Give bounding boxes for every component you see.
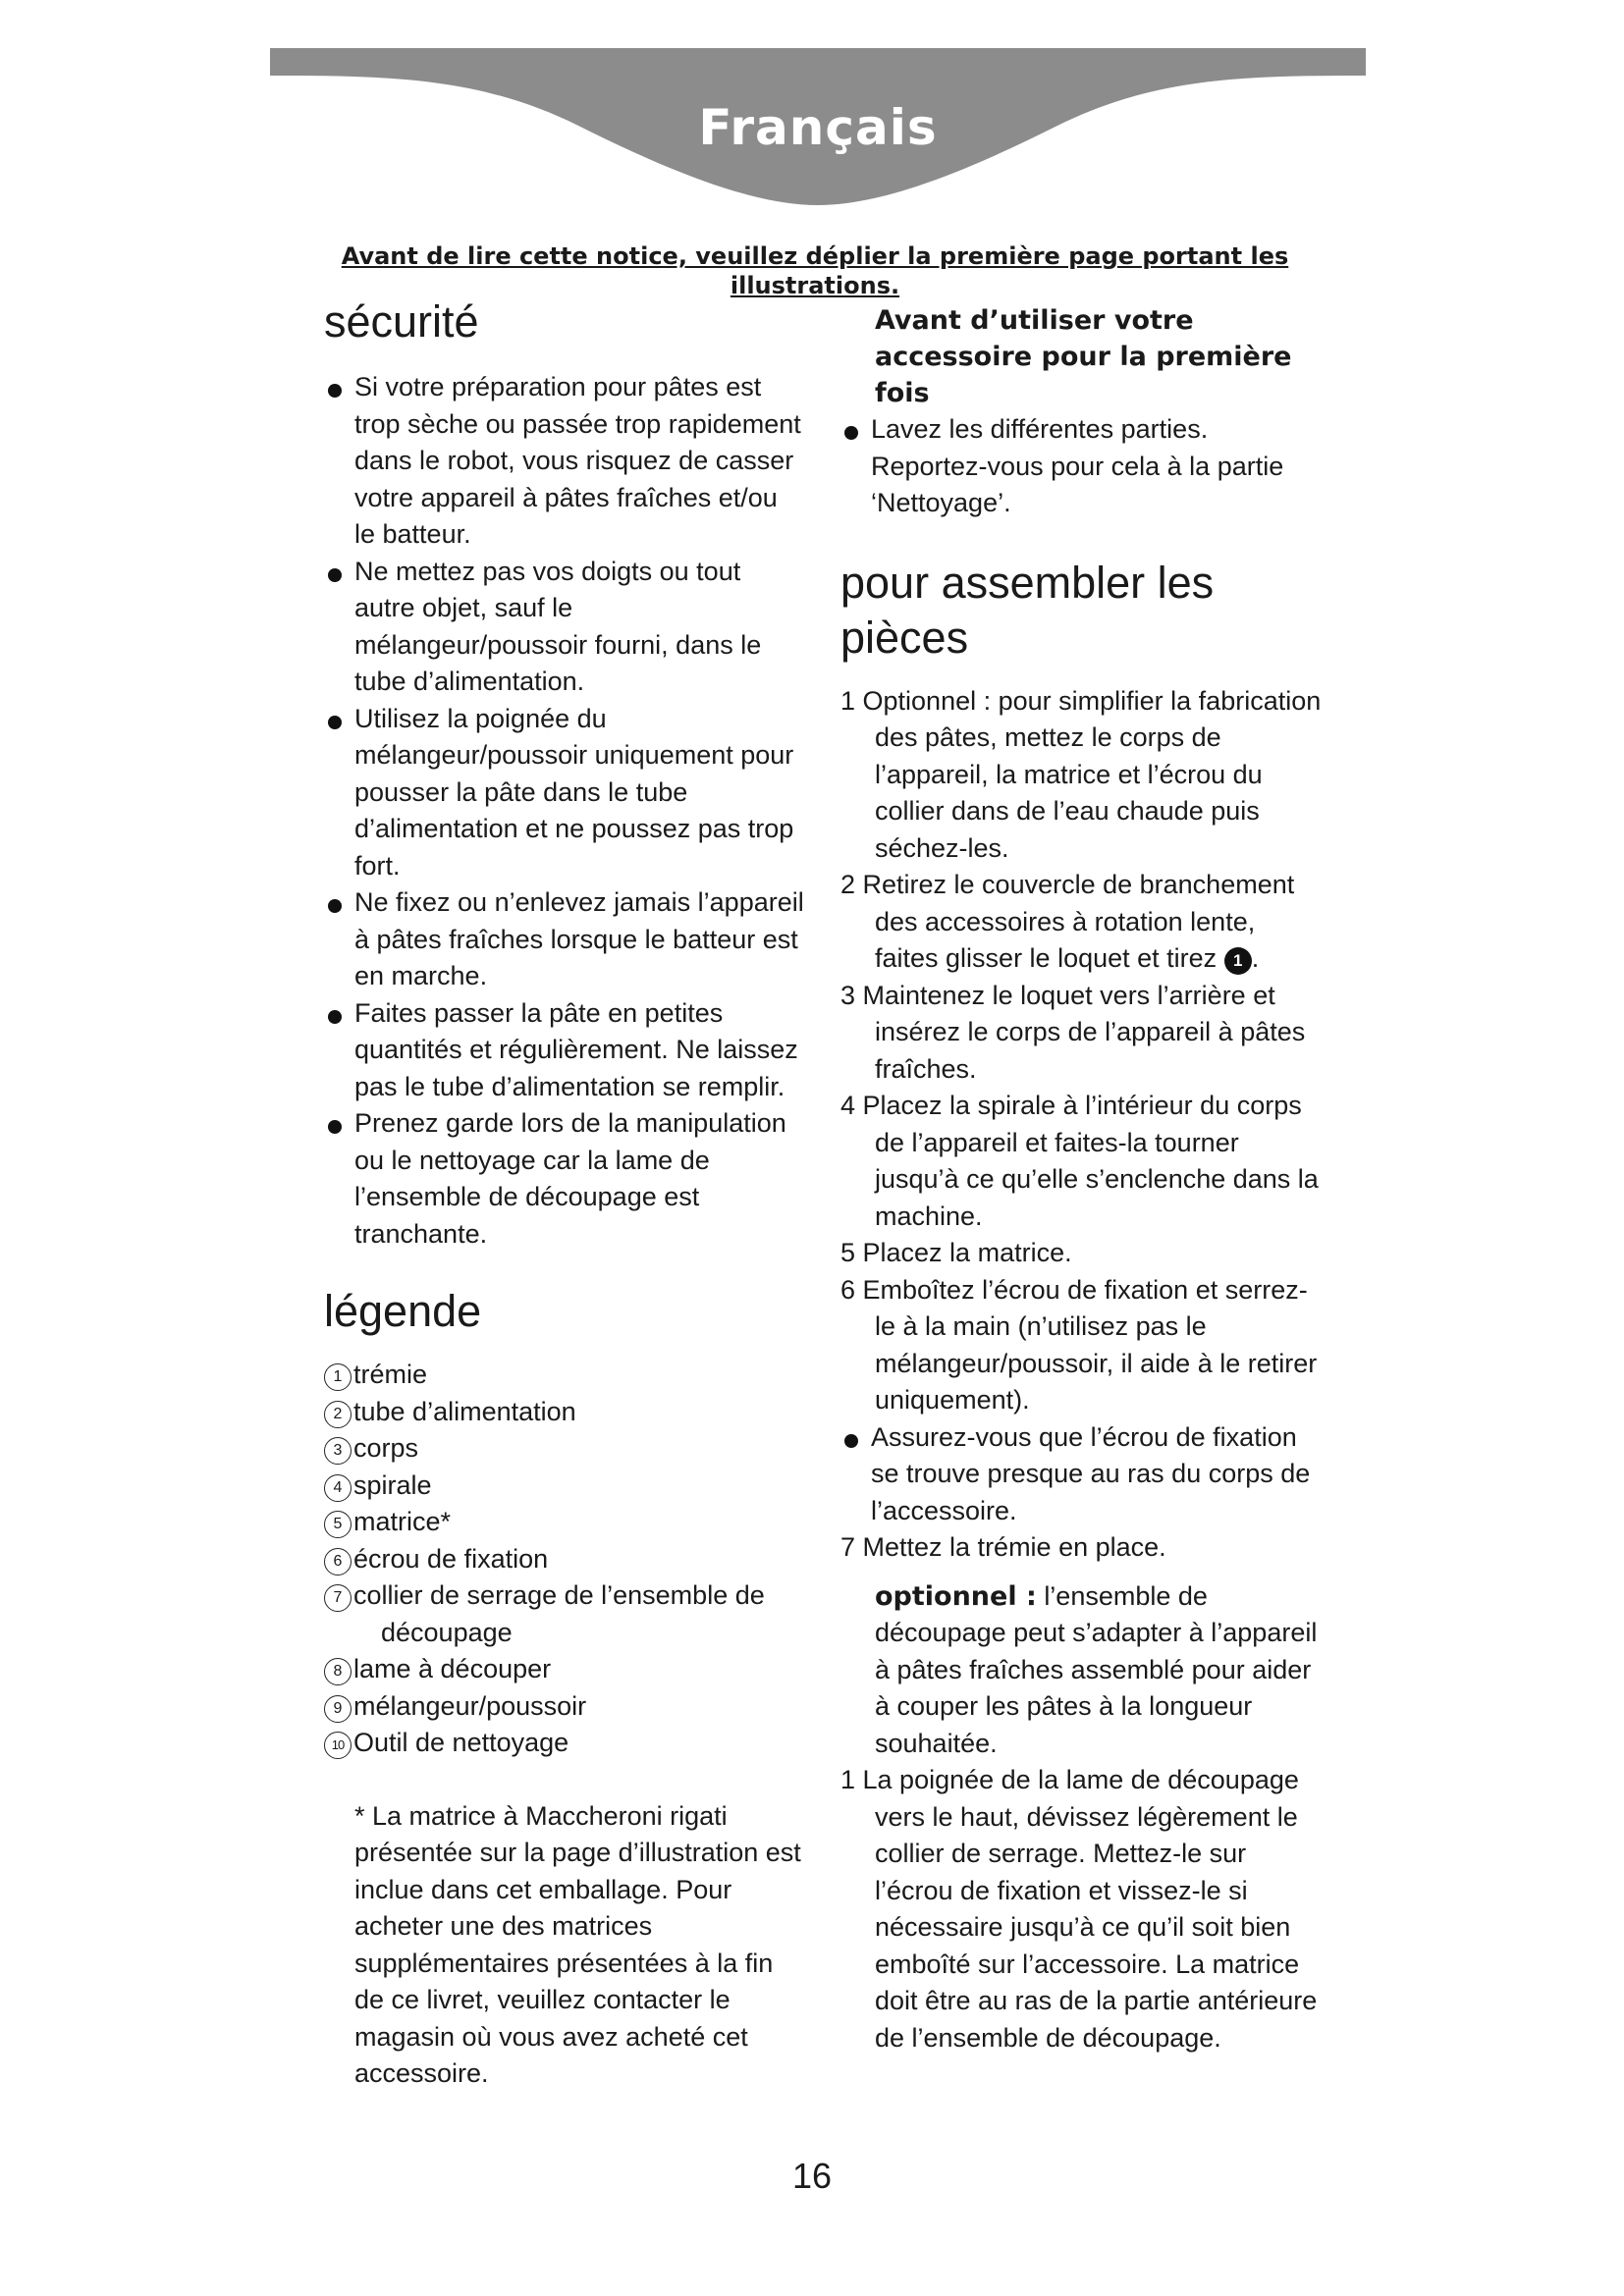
- first-use-title: Avant d’utiliser votre accessoire pour la première fois: [875, 305, 1292, 408]
- number-2-icon: 2: [324, 1401, 352, 1428]
- assembly-step: 5 Placez la matrice.: [840, 1238, 1072, 1267]
- legend-item: 4 spirale: [324, 1468, 805, 1505]
- optional-step: 1 La poignée de la lame de découpage vers le haut, dévissez légèrement le collier de serrage. Mettez-le sur l’écrou de fixation et vissez-le si nécessaire jusqu’à ce qu’il soit bien emboîté sur l’accessoire. La matrice doit être au ras de la partie antérieure de l’ensemble de découpage.: [840, 1765, 1318, 2053]
- assembly-step: 7 Mettez la trémie en place.: [840, 1532, 1166, 1562]
- legend-list: [324, 1357, 805, 1762]
- legend-item: 1 trémie: [324, 1357, 805, 1394]
- legend-item: 3 corps: [324, 1430, 805, 1468]
- header-banner: [270, 48, 1366, 231]
- safety-item: Prenez garde lors de la manipulation ou le nettoyage car la lame de l’ensemble de découpage est tranchante.: [324, 1105, 805, 1253]
- bullet-icon: [328, 899, 342, 913]
- safety-item: Faites passer la pâte en petites quantités et régulièrement. Ne laissez pas le tube d’alimentation se remplir.: [324, 995, 805, 1106]
- bullet-icon: [328, 716, 342, 729]
- assembly-bullet: Assurez-vous que l’écrou de fixation se trouve presque au ras du corps de l’accessoire.: [840, 1419, 1322, 1530]
- safety-item: Utilisez la poignée du mélangeur/poussoir uniquement pour pousser la pâte dans le tube d’alimentation et ne poussez pas trop fort.: [324, 701, 805, 885]
- number-3-icon: 3: [324, 1437, 352, 1465]
- number-8-icon: 8: [324, 1658, 352, 1685]
- first-use-list: [840, 411, 1322, 522]
- optional-steps: [840, 1762, 1322, 2056]
- legend-item: 6 écrou de fixation: [324, 1541, 805, 1578]
- number-9-icon: 9: [324, 1695, 352, 1723]
- number-5-icon: 5: [324, 1511, 352, 1538]
- language-title: Français: [698, 99, 938, 156]
- fold-out-notice: Avant de lire cette notice, veuillez déplier la première page portant les illustrations.: [341, 242, 1289, 299]
- legend-item: 7 collier de serrage de l’ensemble de découpage: [324, 1577, 805, 1651]
- assembly-step: 4 Placez la spirale à l’intérieur du corps de l’appareil et faites-la tourner jusqu’à ce qu’elle s’enclenche dans la machine.: [840, 1091, 1319, 1231]
- legend-item: 10 Outil de nettoyage: [324, 1725, 805, 1762]
- number-4-icon: 4: [324, 1474, 352, 1502]
- assembly-step: 6 Emboîtez l’écrou de fixation et serrez-le à la main (n’utilisez pas le mélangeur/poussoir, il aide à le retirer uniquement).: [840, 1274, 1318, 1415]
- assembly-step: 2 Retirez le couvercle de branchement des accessoires à rotation lente, faites glisser le loquet et tirez 1 .: [840, 870, 1295, 973]
- safety-item: Ne fixez ou n’enlevez jamais l’appareil à pâtes fraîches lorsque le batteur est en marche.: [324, 884, 805, 995]
- legend-item: 9 mélangeur/poussoir: [324, 1688, 805, 1726]
- right-column: [840, 302, 1322, 2056]
- bullet-icon: [844, 1434, 858, 1448]
- legend-item: 8 lame à découper: [324, 1651, 805, 1688]
- number-10-icon: 10: [324, 1732, 352, 1759]
- number-6-icon: 6: [324, 1548, 352, 1575]
- bullet-icon: [328, 384, 342, 398]
- legend-title: légende: [324, 1286, 482, 1336]
- optional-label: optionnel :: [875, 1580, 1037, 1612]
- safety-item: Ne mettez pas vos doigts ou tout autre objet, sauf le mélangeur/poussoir fourni, dans le tube d’alimentation.: [324, 554, 805, 701]
- optional-paragraph: optionnel : l’ensemble de découpage peut s’adapter à l’appareil à pâtes fraîches assemblé pour aider à couper les pâtes à la longueur souhaitée.: [875, 1580, 1318, 1758]
- left-column: [324, 294, 805, 2093]
- legend-item: 5 matrice*: [324, 1504, 805, 1541]
- assembly-step: 1 Optionnel : pour simplifier la fabrication des pâtes, mettez le corps de l’appareil, la matrice et l’écrou du collier dans de l’eau chaude puis séchez-les.: [840, 685, 1322, 863]
- legend-item: 2 tube d’alimentation: [324, 1394, 805, 1431]
- bullet-icon: [844, 426, 858, 440]
- assembly-steps-final: [840, 1529, 1322, 1567]
- legend-footnote: * La matrice à Maccheroni rigati présentée sur la page d’illustration est inclue dans cet emballage. Pour acheter une des matrices supplémentaires présentées à la fin de ce livret, veuillez contacter le magasin où vous avez acheté cet accessoire.: [354, 1800, 801, 2088]
- assembly-bullet-list: [840, 1419, 1322, 1530]
- number-1-icon: 1: [324, 1363, 352, 1391]
- safety-list: [324, 369, 805, 1253]
- number-7-icon: 7: [324, 1584, 352, 1612]
- safety-title: sécurité: [324, 296, 479, 347]
- assembly-title: pour assembler les pièces: [840, 557, 1215, 663]
- assembly-steps: [840, 683, 1322, 1419]
- bullet-icon: [328, 1120, 342, 1134]
- assembly-step: 3 Maintenez le loquet vers l’arrière et insérez le corps de l’appareil à pâtes fraîches.: [840, 980, 1306, 1084]
- bullet-icon: [328, 568, 342, 582]
- first-use-item: Lavez les différentes parties. Reportez-vous pour cela à la partie ‘Nettoyage’.: [840, 411, 1322, 522]
- page-number: 16: [791, 2156, 833, 2196]
- bullet-icon: [328, 1010, 342, 1024]
- safety-item: Si votre préparation pour pâtes est trop sèche ou passée trop rapidement dans le robot, vous risquez de casser votre appareil à pâtes fraîches et/ou le batteur.: [324, 369, 805, 554]
- illustration-ref-1-icon: 1: [1224, 947, 1252, 975]
